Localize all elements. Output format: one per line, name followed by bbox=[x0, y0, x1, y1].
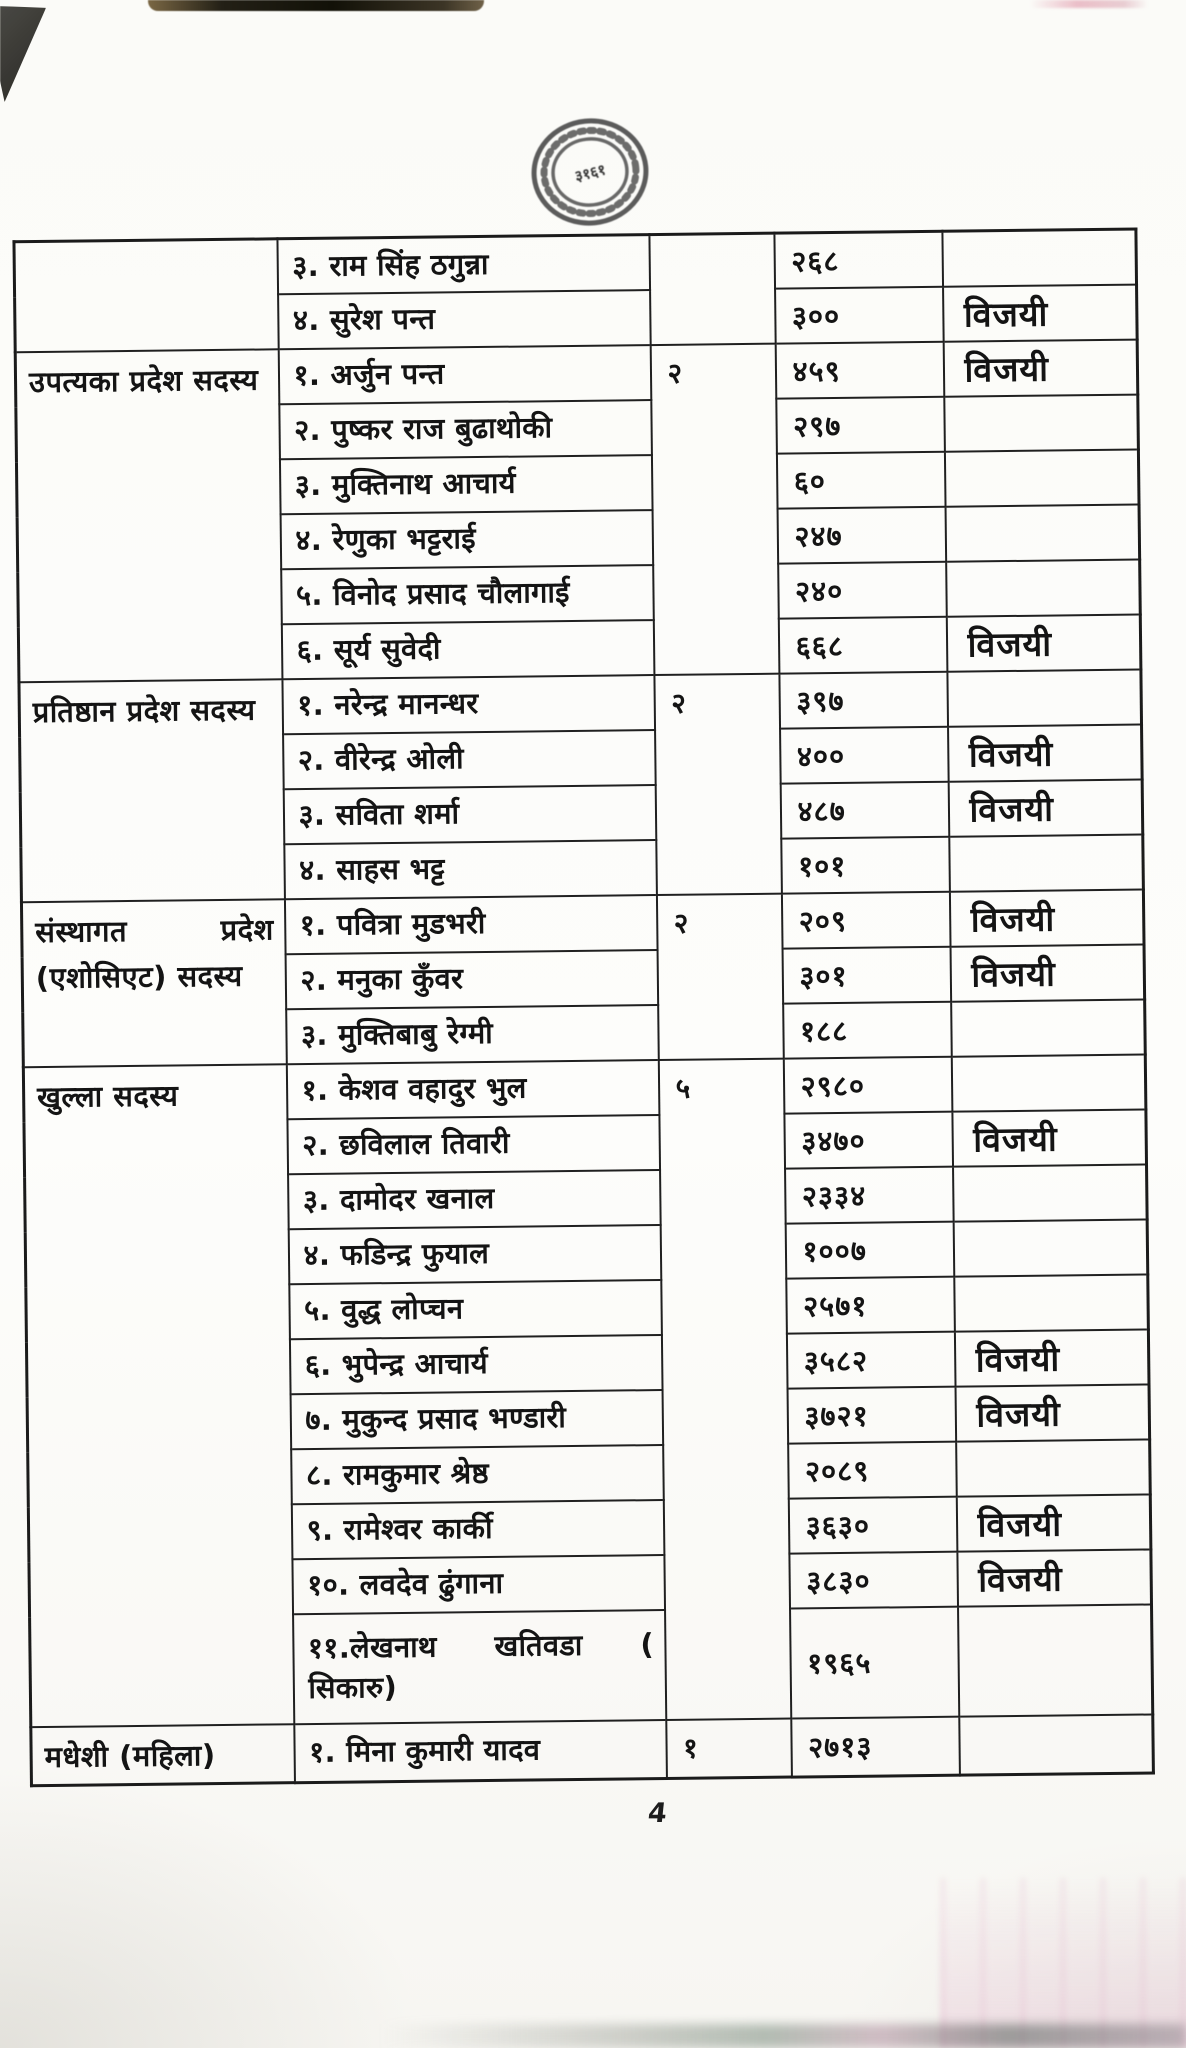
election-results-table bbox=[12, 228, 1154, 1788]
page-number: 4 bbox=[646, 1798, 669, 1829]
candidate-name-cell: १०. लवदेव ढुंगाना bbox=[292, 1554, 665, 1613]
candidate-name-cell: २. वीरेन्द्र ओली bbox=[283, 730, 656, 789]
result-cell: विजयी bbox=[950, 944, 1145, 1001]
seats-count-cell: ५ bbox=[658, 1058, 790, 1719]
candidate-name-cell: ४. फडिन्द्र फुयाल bbox=[288, 1225, 661, 1284]
stamp-center-text: ३१६१ bbox=[572, 160, 608, 186]
vote-count-cell: २७१३ bbox=[791, 1716, 960, 1777]
result-cell: विजयी bbox=[948, 724, 1143, 781]
vote-count-cell: ३७२१ bbox=[787, 1386, 956, 1443]
result-cell: विजयी bbox=[955, 1384, 1150, 1441]
seats-count-cell: २ bbox=[656, 893, 783, 1059]
category-cell: संस्थागत प्रदेश (एशोसिएट) सदस्य bbox=[21, 899, 286, 1067]
candidate-name-cell: १. नरेन्द्र मानन्धर bbox=[282, 675, 655, 734]
result-cell: विजयी bbox=[946, 614, 1141, 671]
category-cell: प्रतिष्ठान प्रदेश सदस्य bbox=[19, 679, 284, 902]
vote-count-cell: २९८० bbox=[783, 1056, 952, 1113]
vote-count-cell: २४७ bbox=[777, 506, 946, 563]
vote-count-cell: ४५९ bbox=[775, 341, 944, 398]
seats-count-cell: २ bbox=[654, 673, 781, 894]
vote-count-cell: २५७१ bbox=[786, 1276, 955, 1333]
result-cell bbox=[949, 834, 1144, 891]
result-cell: विजयी bbox=[957, 1549, 1152, 1606]
result-cell bbox=[944, 449, 1139, 506]
page-corner-fold-artifact bbox=[0, 6, 46, 102]
result-cell bbox=[944, 394, 1139, 451]
vote-count-cell: ६० bbox=[776, 451, 945, 508]
result-cell bbox=[953, 1164, 1148, 1221]
result-cell bbox=[953, 1219, 1148, 1276]
vote-count-cell: ३०१ bbox=[782, 946, 951, 1003]
result-cell: विजयी bbox=[943, 284, 1138, 341]
result-cell bbox=[951, 1054, 1146, 1111]
seats-count-cell bbox=[649, 233, 775, 344]
vote-count-cell: ३९७ bbox=[779, 671, 948, 728]
vote-count-cell: १८८ bbox=[783, 1001, 952, 1058]
results-table-container bbox=[12, 228, 1151, 1788]
vote-count-cell: ४०० bbox=[780, 726, 949, 783]
vote-count-cell: १९६५ bbox=[790, 1606, 959, 1718]
seats-count-cell: २ bbox=[650, 343, 779, 674]
vote-count-cell: २३३४ bbox=[785, 1166, 954, 1223]
candidate-name-cell: २. पुष्कर राज बुढाथोकी bbox=[279, 400, 652, 459]
vote-count-cell: ४८७ bbox=[780, 781, 949, 838]
results-table-body bbox=[14, 229, 1153, 1786]
result-cell: विजयी bbox=[948, 779, 1143, 836]
candidate-name-cell: ३. राम सिंह ठगुन्ना bbox=[277, 235, 650, 294]
vote-count-cell: २०९ bbox=[781, 891, 950, 948]
candidate-name-cell: ५. विनोद प्रसाद चौलागाई bbox=[281, 565, 654, 624]
candidate-name-cell: ७. मुकुन्द प्रसाद भण्डारी bbox=[290, 1390, 663, 1449]
result-cell: विजयी bbox=[952, 1109, 1147, 1166]
scan-bottom-bleed-through bbox=[380, 2024, 1186, 2048]
candidate-name-cell: ४. सुरेश पन्त bbox=[278, 290, 651, 349]
result-cell bbox=[942, 229, 1137, 286]
seats-count-cell: १ bbox=[666, 1718, 792, 1778]
candidate-name-cell: १. मिना कुमारी यादव bbox=[294, 1719, 667, 1782]
vote-count-cell: ३८३० bbox=[789, 1551, 958, 1608]
candidate-name-cell: ११.लेखनाथ खतिवडा ( सिकारु) bbox=[293, 1609, 666, 1723]
vote-count-cell: २०८९ bbox=[788, 1441, 957, 1498]
candidate-name-cell: २. छविलाल तिवारी bbox=[287, 1115, 660, 1174]
scan-top-right-smudge bbox=[1030, 0, 1148, 8]
result-cell bbox=[959, 1714, 1154, 1775]
category-cell: मधेशी (महिला) bbox=[31, 1724, 295, 1786]
scan-top-edge-artifact bbox=[148, 0, 484, 11]
candidate-name-cell: ४. साहस भट्ट bbox=[284, 840, 657, 899]
official-round-stamp bbox=[528, 114, 652, 230]
result-cell: विजयी bbox=[949, 889, 1144, 946]
vote-count-cell: ३०० bbox=[775, 286, 944, 343]
result-cell: विजयी bbox=[956, 1494, 1151, 1551]
result-cell bbox=[945, 504, 1140, 561]
vote-count-cell: १००७ bbox=[785, 1221, 954, 1278]
candidate-name-cell: ६. भुपेन्द्र आचार्य bbox=[289, 1335, 662, 1394]
result-cell bbox=[951, 999, 1146, 1056]
category-cell bbox=[14, 239, 278, 352]
vote-count-cell: २९७ bbox=[776, 396, 945, 453]
candidate-name-cell: ३. सविता शर्मा bbox=[283, 785, 656, 844]
result-cell bbox=[956, 1439, 1151, 1496]
candidate-name-cell: २. मनुका कुँवर bbox=[285, 950, 658, 1009]
vote-count-cell: ३४७० bbox=[784, 1111, 953, 1168]
result-cell bbox=[947, 669, 1142, 726]
result-cell: विजयी bbox=[954, 1329, 1149, 1386]
candidate-name-cell: ३. दामोदर खनाल bbox=[288, 1170, 661, 1229]
vote-count-cell: ३५८२ bbox=[786, 1331, 955, 1388]
result-cell bbox=[958, 1604, 1153, 1716]
result-cell bbox=[954, 1274, 1149, 1331]
candidate-name-cell: ९. रामेश्वर कार्की bbox=[291, 1500, 664, 1559]
vote-count-cell: ६६८ bbox=[778, 616, 947, 673]
scan-bottom-streaks bbox=[940, 1878, 1186, 2048]
vote-count-cell: २६८ bbox=[774, 231, 943, 288]
result-cell bbox=[946, 559, 1141, 616]
table-row bbox=[31, 1714, 1154, 1786]
result-cell: विजयी bbox=[943, 339, 1138, 396]
vote-count-cell: १०१ bbox=[781, 836, 950, 893]
candidate-name-cell: ६. सूर्य सुवेदी bbox=[281, 620, 654, 679]
candidate-name-cell: १. अर्जुन पन्त bbox=[278, 345, 651, 404]
candidate-name-cell: ८. रामकुमार श्रेष्ठ bbox=[291, 1445, 664, 1504]
category-cell: उपत्यका प्रदेश सदस्य bbox=[15, 349, 282, 682]
candidate-name-cell: ४. रेणुका भट्टराई bbox=[280, 510, 653, 569]
candidate-name-cell: १. केशव वहादुर भुल bbox=[286, 1060, 659, 1119]
category-cell: खुल्ला सदस्य bbox=[23, 1064, 293, 1727]
candidate-name-cell: ५. वुद्ध लोप्चन bbox=[289, 1280, 662, 1339]
candidate-name-cell: ३. मुक्तिनाथ आचार्य bbox=[279, 455, 652, 514]
candidate-name-cell: ३. मुक्तिबाबु रेग्मी bbox=[286, 1005, 659, 1064]
vote-count-cell: ३६३० bbox=[788, 1496, 957, 1553]
candidate-name-cell: १. पवित्रा मुडभरी bbox=[284, 895, 657, 954]
vote-count-cell: २४० bbox=[778, 561, 947, 618]
